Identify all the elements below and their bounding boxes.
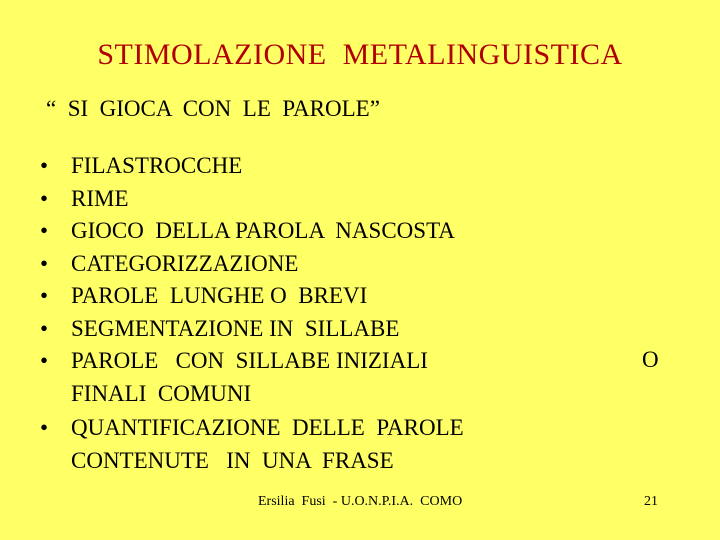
footer-text: Ersilia Fusi - U.O.N.P.I.A. COMO bbox=[258, 494, 463, 509]
bullet-item-suffix: O bbox=[642, 347, 659, 372]
bullet-item: • PAROLE LUNGHE O BREVI bbox=[40, 280, 464, 313]
page-number: 21 bbox=[644, 494, 658, 509]
slide-subtitle: “ SI GIOCA CON LE PAROLE” bbox=[46, 96, 380, 121]
slide-title: STIMOLAZIONE METALINGUISTICA bbox=[97, 38, 623, 71]
bullet-item: • CATEGORIZZAZIONE bbox=[40, 248, 464, 281]
bullet-item: • RIME bbox=[40, 183, 464, 216]
bullet-item: • QUANTIFICAZIONE DELLE PAROLE CONTENUTE IN UNA FRASE bbox=[40, 412, 464, 477]
bullet-item: • SEGMENTAZIONE IN SILLABE bbox=[40, 313, 464, 346]
bullet-list bbox=[40, 150, 464, 477]
bullet-item: • FILASTROCCHE bbox=[40, 150, 464, 183]
bullet-item: • PAROLE CON SILLABE INIZIALI FINALI COMUNI bbox=[40, 345, 464, 410]
bullet-item: • GIOCO DELLA PAROLA NASCOSTA bbox=[40, 215, 464, 248]
